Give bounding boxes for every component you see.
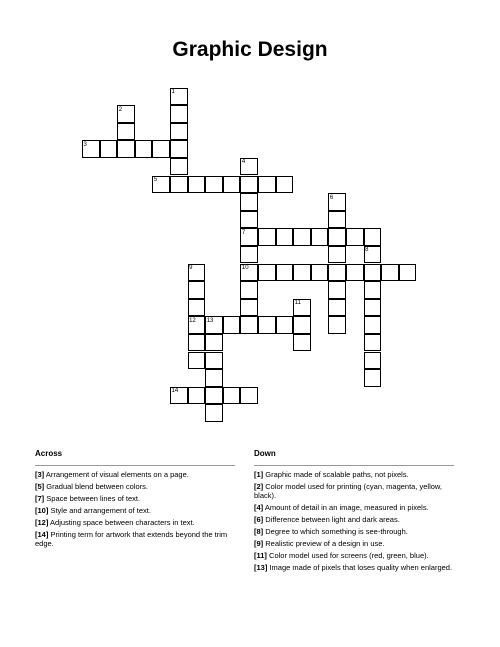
grid-cell[interactable] [205,387,223,405]
across-clue [35,470,235,479]
grid-cell[interactable] [188,299,206,317]
grid-cell[interactable] [188,387,206,405]
down-column [254,449,454,575]
grid-cell[interactable] [276,316,294,334]
clue-number: 8 [365,247,369,254]
grid-cell[interactable] [240,211,258,229]
down-clue-list [254,470,454,572]
grid-cell[interactable] [170,105,188,123]
grid-cell[interactable] [152,140,170,158]
grid-cell[interactable] [346,228,364,246]
clue-text: Amount of detail in an image, measured in pixels. [264,503,429,512]
clue-text: Printing term for artwork that extends beyond the trim edge. [35,530,228,548]
clue-number: 5 [153,177,158,183]
grid-cell[interactable] [188,334,206,352]
grid-cell[interactable] [293,264,311,282]
across-clue [35,482,235,491]
down-heading: Down [254,449,276,458]
clue-label: [13] [254,563,268,572]
grid-cell[interactable] [188,176,206,194]
clue-label: [2] [254,482,264,491]
clue-number: 13 [206,317,214,324]
clue-text: Difference between light and dark areas. [265,515,400,524]
clue-number: 7 [241,229,246,236]
across-clue [35,530,235,548]
grid-cell[interactable] [328,211,346,229]
grid-cell[interactable] [293,334,311,352]
clue-label: [9] [254,539,264,548]
across-clue [35,494,235,503]
grid-cell[interactable] [381,264,399,282]
down-clue [254,563,454,572]
clue-number: 14 [171,388,179,395]
grid-cell[interactable] [311,264,329,282]
clue-label: [1] [254,470,264,479]
grid-cell[interactable] [170,158,188,176]
grid-cell[interactable] [328,299,346,317]
grid-cell[interactable] [135,140,153,158]
grid-cell[interactable] [258,228,276,246]
clue-label: [7] [35,494,45,503]
clue-text: Space between lines of text. [46,494,141,503]
grid-cell[interactable] [364,334,382,352]
grid-cell[interactable] [276,228,294,246]
down-clue [254,470,454,479]
grid-cell[interactable] [205,334,223,352]
grid-cell[interactable] [240,176,258,194]
clue-label: [4] [254,503,264,512]
grid-cell[interactable] [276,176,294,194]
grid-cell[interactable] [170,123,188,141]
clue-label: [8] [254,527,264,536]
grid-cell[interactable] [364,299,382,317]
grid-cell[interactable] [328,316,346,334]
grid-cell[interactable] [205,352,223,370]
clue-number: 12 [189,317,196,324]
clue-text: Arrangement of visual elements on a page. [45,470,189,479]
clue-text: Gradual blend between colors. [46,482,148,491]
grid-cell[interactable] [399,264,417,282]
clue-number: 10 [241,265,249,271]
grid-cell[interactable] [364,264,382,282]
grid-cell[interactable] [346,264,364,282]
grid-cell[interactable] [311,228,329,246]
grid-cell[interactable] [364,316,382,334]
grid-cell[interactable] [364,281,382,299]
clue-text: Degree to which something is see-through. [265,527,408,536]
clue-text: Adjusting space between characters in text. [50,518,195,527]
grid-cell[interactable] [205,404,223,422]
down-clue [254,527,454,536]
clue-number: 1 [171,89,175,95]
down-clue [254,539,454,548]
grid-cell[interactable] [117,123,135,141]
clue-label: [12] [35,518,49,527]
clue-number: 2 [118,106,123,113]
grid-cell[interactable] [328,281,346,299]
clue-label: [3] [35,470,45,479]
clue-label: [5] [35,482,45,491]
clue-number: 11 [294,300,301,307]
grid-cell[interactable] [328,228,346,246]
grid-cell[interactable] [188,281,206,299]
down-clue [254,482,454,500]
page-title: Graphic Design [172,38,328,61]
across-clue [35,518,235,527]
grid-cell[interactable] [276,264,294,282]
clue-label: [11] [254,551,267,560]
across-clue-list [35,470,235,548]
grid-cell[interactable] [258,264,276,282]
grid-cell[interactable] [223,176,241,194]
grid-cell[interactable] [240,387,258,405]
clue-text: Style and arrangement of text. [50,506,151,515]
across-heading: Across [35,449,63,458]
grid-cell[interactable] [364,369,382,387]
across-column [35,449,235,551]
grid-cell[interactable] [258,316,276,334]
grid-cell[interactable] [117,140,135,158]
grid-cell[interactable] [188,352,206,370]
grid-cell[interactable] [240,193,258,211]
clue-number: 6 [329,194,334,201]
clue-label: [10] [35,506,49,515]
clue-label: [6] [254,515,264,524]
grid-cell[interactable] [205,369,223,387]
grid-cell[interactable] [100,140,118,158]
grid-cell[interactable] [328,264,346,282]
clue-number: 3 [83,141,87,148]
grid-cell[interactable] [223,387,241,405]
clue-label: [14] [35,530,49,539]
clue-text: Realistic preview of a design in use. [265,539,385,548]
grid-cell[interactable] [364,352,382,370]
grid-cell[interactable] [293,228,311,246]
clue-number: 4 [241,159,246,166]
down-clue [254,551,454,560]
grid-cell[interactable] [170,176,188,194]
grid-cell[interactable] [364,228,382,246]
grid-cell[interactable] [240,299,258,317]
grid-cell[interactable] [293,316,311,334]
grid-cell[interactable] [328,246,346,264]
down-clue [254,515,454,524]
grid-cell[interactable] [240,316,258,334]
clue-text: Color model used for screens (red, green, blue). [269,551,429,560]
clue-number: 9 [189,265,193,271]
grid-cell[interactable] [240,281,258,299]
clue-text: Graphic made of scalable paths, not pixels. [265,470,409,479]
grid-cell[interactable] [170,140,188,158]
grid-cell[interactable] [258,176,276,194]
clue-text: Image made of pixels that loses quality when enlarged. [269,563,453,572]
clue-text: Color model used for printing (cyan, magenta, yellow, black). [254,482,443,500]
grid-cell[interactable] [223,316,241,334]
down-clue [254,503,454,512]
across-clue [35,506,235,515]
grid-cell[interactable] [205,176,223,194]
grid-cell[interactable] [240,246,258,264]
